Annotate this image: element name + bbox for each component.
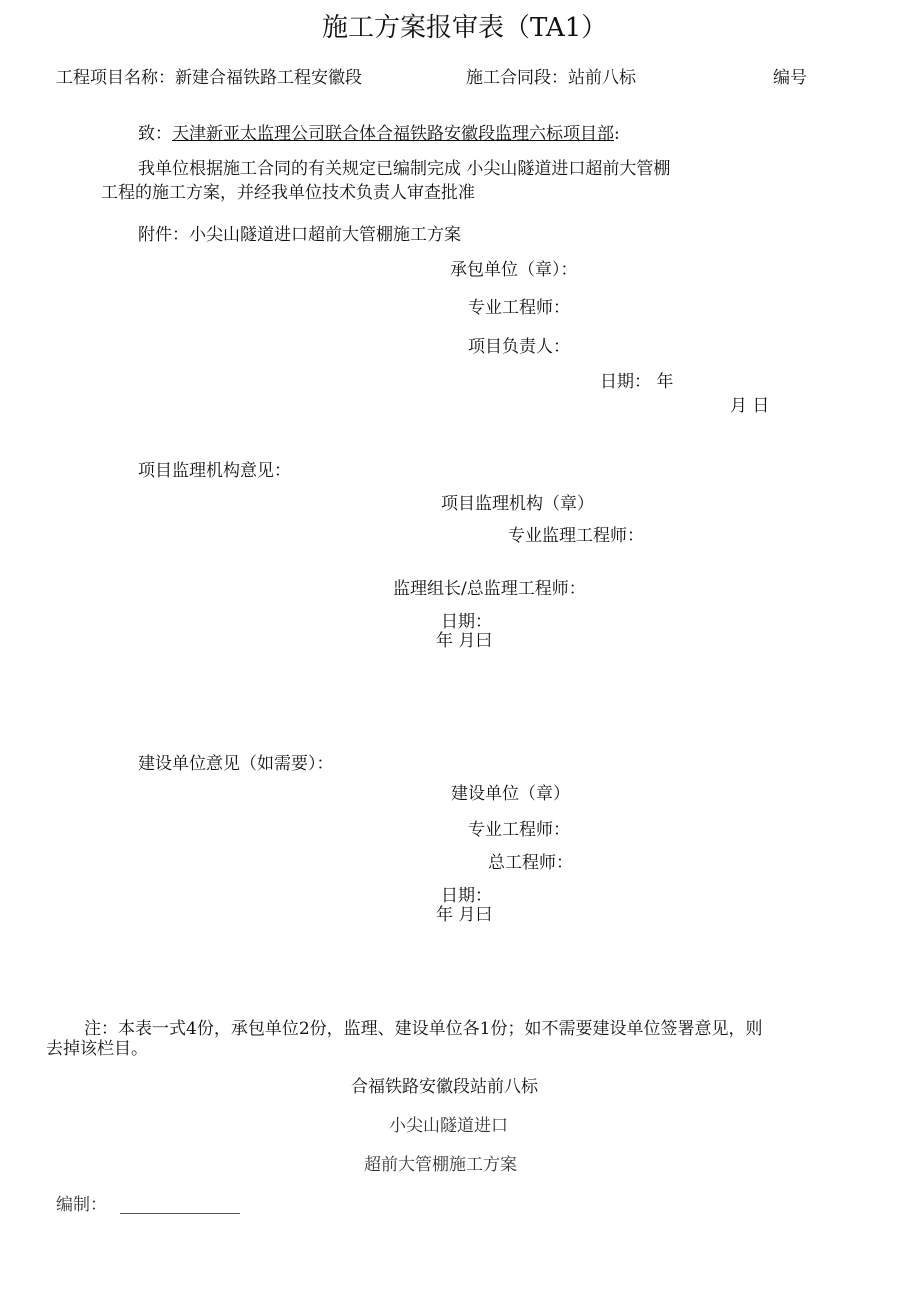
contractor-project-leader: 项目负责人： <box>468 337 570 357</box>
owner-seal: 建设单位（章） <box>451 784 570 804</box>
supervision-chief: 监理组长/总监理工程师： <box>393 579 586 599</box>
owner-date-ymd: 年 月曰 <box>436 905 493 925</box>
supervision-engineer: 专业监理工程师： <box>508 526 644 546</box>
contractor-month-day: 月 日 <box>730 396 770 416</box>
supervision-seal: 项目监理机构（章） <box>441 494 594 514</box>
recipient-line <box>138 126 620 143</box>
to-prefix: 致： <box>138 124 172 144</box>
note-line-1: 注：本表一式4份，承包单位2份，监理、建设单位各1份；如不需要建设单位签署意见，则 <box>84 1019 763 1039</box>
cover-line-2: 小尖山隧道进口 <box>389 1116 508 1136</box>
body-line-2: 工程的施工方案，并经我单位技术负责人审查批准 <box>101 183 475 203</box>
owner-chief-engineer: 总工程师： <box>488 853 573 873</box>
project-name: 工程项目名称：新建合福铁路工程安徽段 <box>56 68 362 88</box>
prepared-by-signature-line <box>120 1213 240 1214</box>
contract-section: 施工合同段：站前八标 <box>466 68 636 88</box>
contractor-seal: 承包单位（章）： <box>450 260 578 280</box>
attachment-line: 附件：小尖山隧道进口超前大管棚施工方案 <box>138 225 461 245</box>
form-title: 施工方案报审表（TA1） <box>322 13 608 43</box>
body-line-1: 我单位根据施工合同的有关规定已编制完成 小尖山隧道进口超前大管棚 <box>138 159 671 179</box>
supervision-date-label: 日期： <box>441 612 492 632</box>
to-suffix: : <box>614 124 620 144</box>
number-label: 编号 <box>773 68 807 88</box>
contractor-engineer: 专业工程师： <box>468 298 570 318</box>
owner-engineer: 专业工程师： <box>468 820 570 840</box>
owner-opinion-label: 建设单位意见（如需要）： <box>138 754 334 774</box>
note-line-2: 去掉该栏目。 <box>46 1039 148 1059</box>
owner-date-label: 日期： <box>441 886 492 906</box>
supervision-opinion-label: 项目监理机构意见： <box>138 461 291 481</box>
to-recipient: 天津新亚太监理公司联合体合福铁路安徽段监理六标项目部 <box>172 124 614 144</box>
prepared-by-label: 编制： <box>56 1195 107 1215</box>
contractor-date: 日期： 年 <box>600 372 674 392</box>
cover-line-1: 合福铁路安徽段站前八标 <box>351 1077 538 1097</box>
supervision-date-ymd: 年 月曰 <box>436 631 493 651</box>
cover-line-3: 超前大管棚施工方案 <box>364 1155 517 1175</box>
